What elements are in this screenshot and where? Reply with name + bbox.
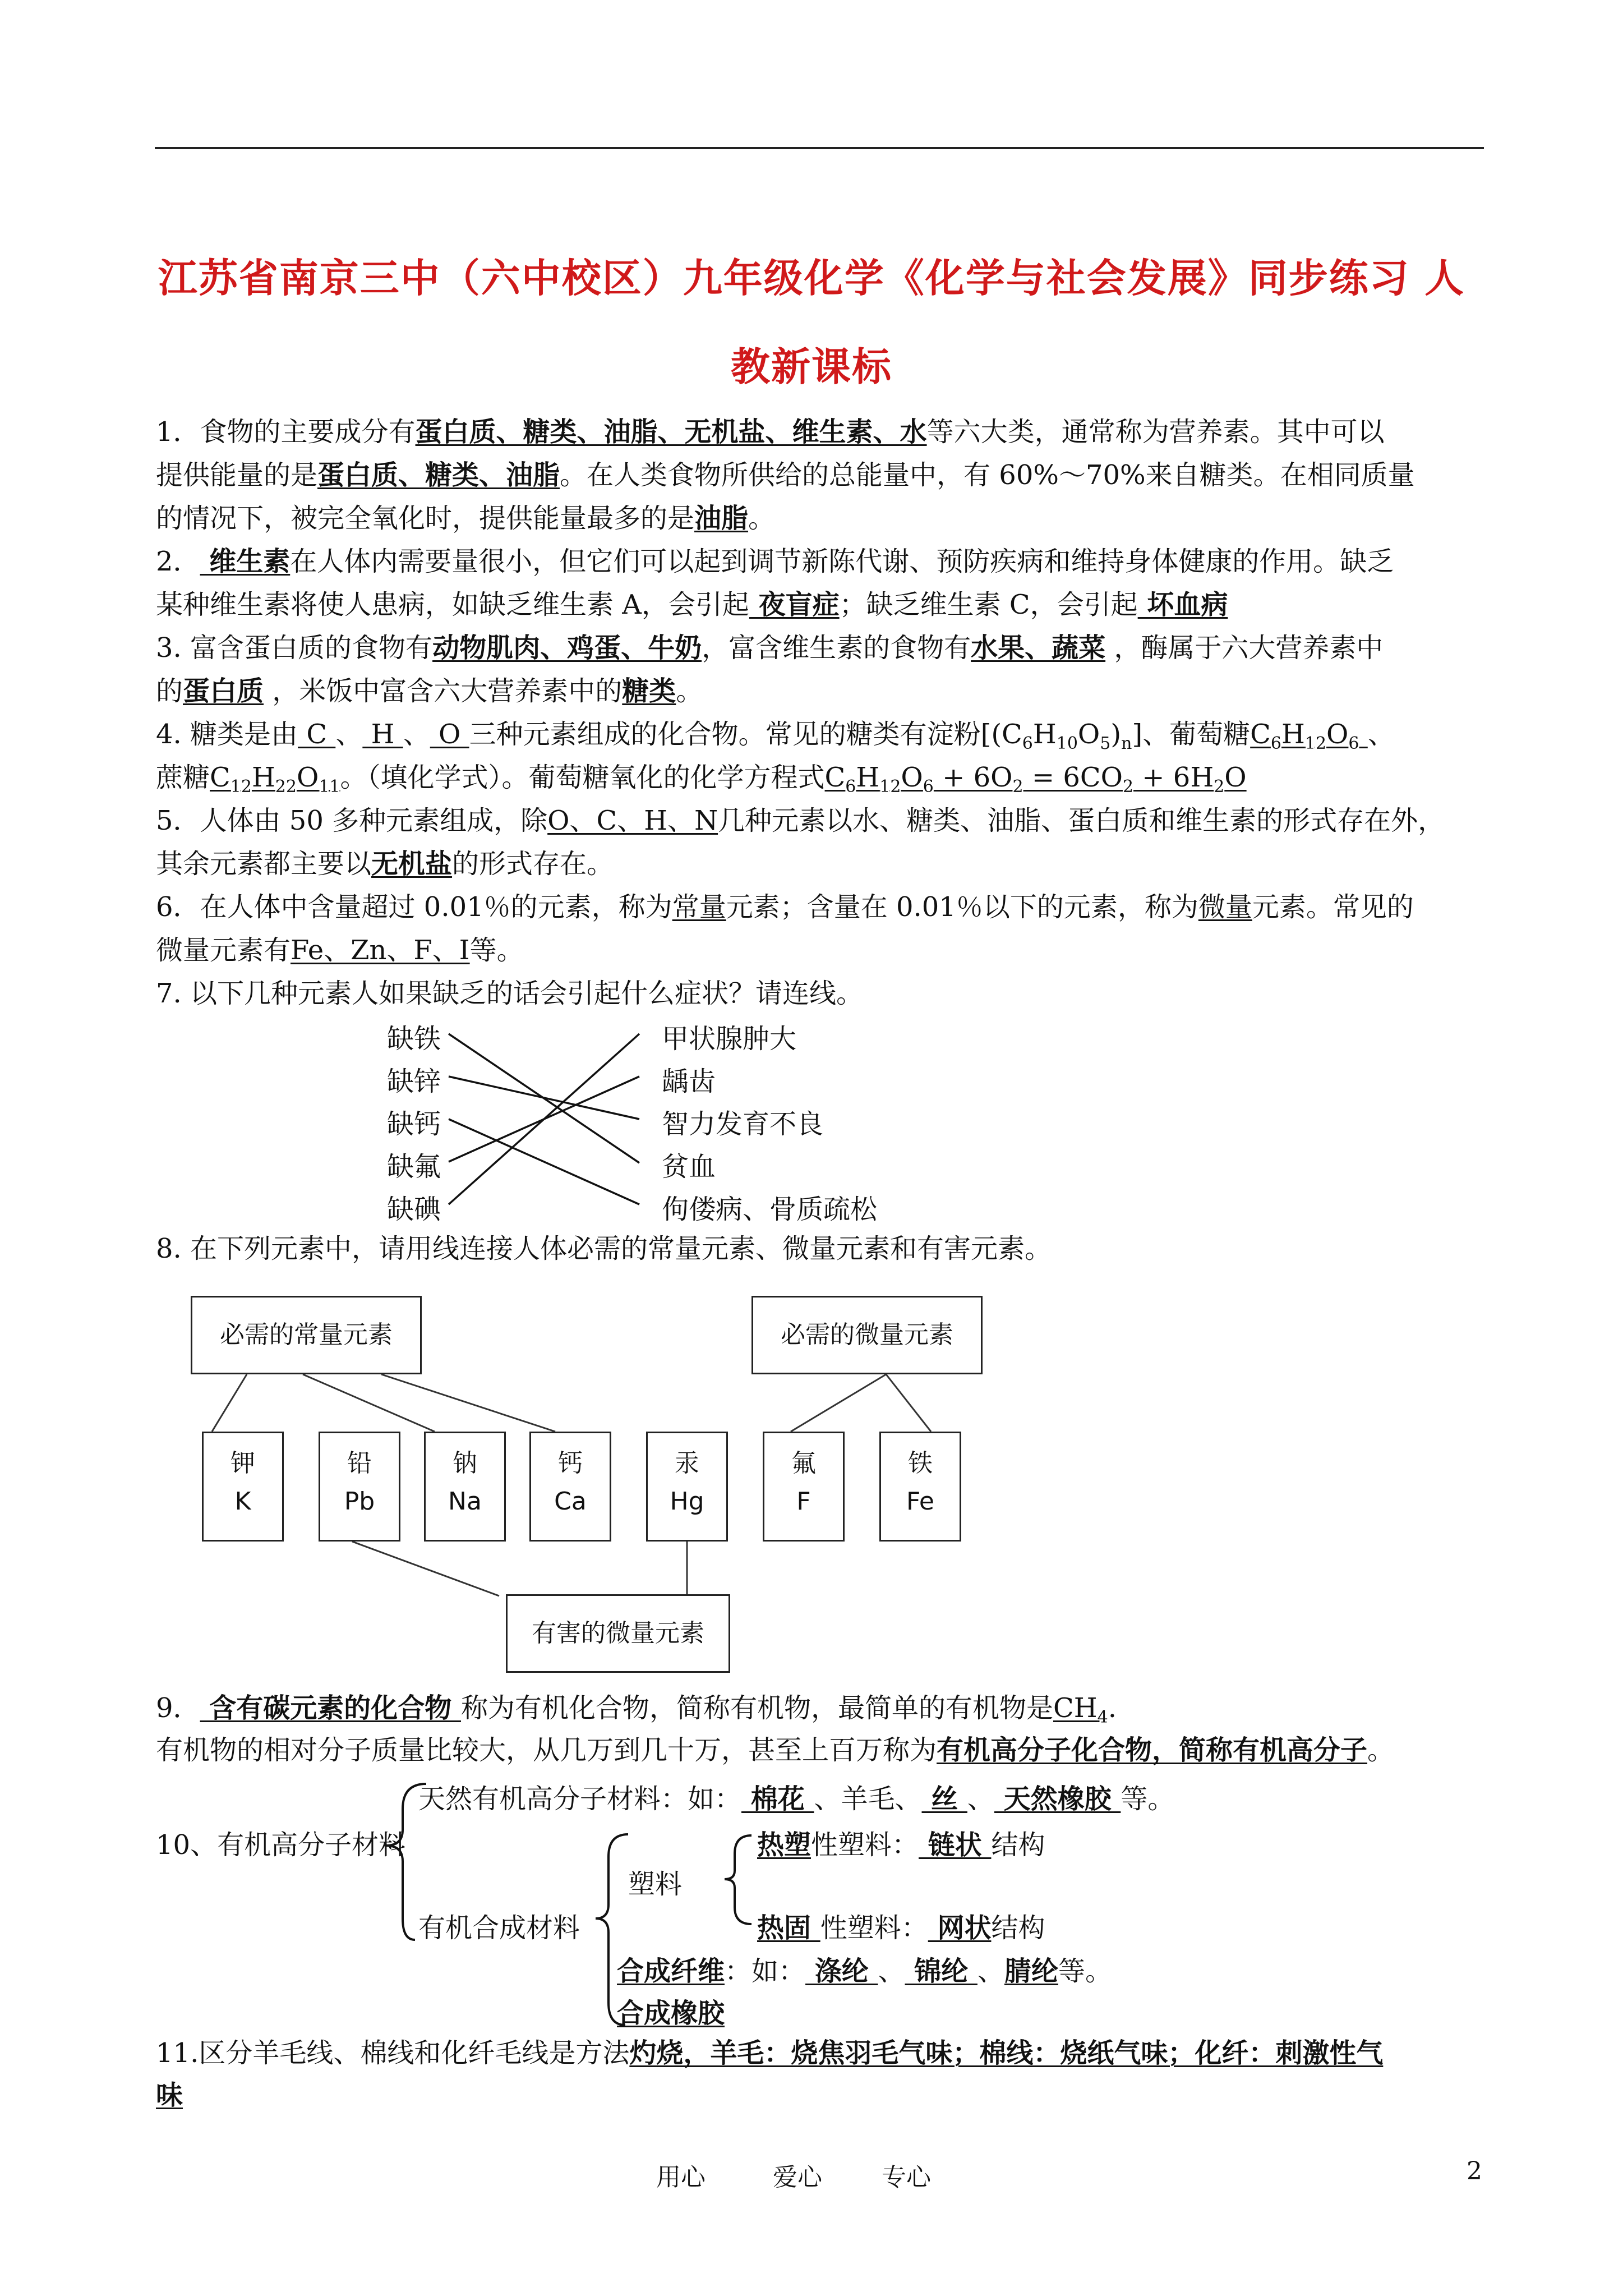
q4-answer-h: H — [362, 719, 403, 750]
q11-answer2: 味 — [156, 2079, 183, 2111]
q3-line2: 的蛋白质 ，米饭中富含六大营养素中的糖类。 — [156, 675, 703, 707]
q10-rubber: 合成橡胶 — [617, 1998, 725, 2029]
q3-answer2: 水果、蔬菜 — [971, 632, 1106, 664]
page-number: 2 — [1467, 2157, 1482, 2185]
q9-answer2: 有机高分子化合物，简称有机高分子 — [937, 1734, 1368, 1766]
q2-line1: 2． 维生素在人体内需要量很小，但它们可以起到调节新陈代谢、预防疾病和维持身体健康的作用。缺乏 — [156, 546, 1394, 577]
q10-thermoset: 热固 性塑料： 网状结构 — [757, 1912, 1045, 1944]
q5-answer2: 无机盐 — [371, 848, 453, 880]
q1-line3: 的情况下，被完全氧化时，提供能量最多的是油脂。 — [156, 503, 776, 534]
q7-right-item: 智力发育不良 — [662, 1108, 824, 1140]
q5-line2: 其余元素都主要以无机盐的形式存在。 — [156, 848, 614, 880]
page-title-line2: 教新课标 — [731, 344, 892, 390]
q11-answer1: 灼烧，羊毛：烧焦羽毛气味；棉线：烧纸气味；化纤：刺激性气 — [629, 2037, 1384, 2069]
box-harmful-trace: 有害的微量元素 — [506, 1594, 730, 1673]
q2-answer1: 维生素 — [200, 546, 291, 577]
q10-natural-line: 天然有机高分子材料：如： 棉花 、羊毛、 丝 、 天然橡胶 等。 — [418, 1783, 1175, 1815]
q6-line2: 微量元素有Fe、Zn、F、I等。 — [156, 935, 524, 966]
q4-answer-o: O — [430, 719, 469, 750]
element-box-fluorine: 氟 F — [763, 1432, 845, 1542]
q9-line2: 有机物的相对分子质量比较大，从几万到几十万，甚至上百万称为有机高分子化合物，简称有机高分子。 — [156, 1734, 1395, 1766]
q9-line1: 9． 含有碳元素的化合物 称为有机化合物，简称有机物，最简单的有机物是$CH_4$. — [156, 1692, 1117, 1727]
q3-answer4: 糖类 — [622, 675, 676, 707]
element-box-potassium: 钾 K — [202, 1432, 284, 1542]
q1-answer1: 蛋白质、糖类、油脂、无机盐、维生素、水 — [415, 416, 927, 448]
q10-synthetic: 有机合成材料 — [418, 1912, 580, 1944]
q11-line2 — [156, 2078, 183, 2112]
q1-answer3: 油脂 — [694, 503, 749, 534]
q1-line1: 1．食物的主要成分有蛋白质、糖类、油脂、无机盐、维生素、水等六大类，通常称为营养素。其中可以 — [156, 416, 1385, 448]
q9-answer-ch4: $CH_4$ — [1053, 1692, 1108, 1727]
q10-thermoplastic: 热塑性塑料： 链状 结构 — [757, 1829, 1045, 1861]
q4-sucrose-formula: $C_{12}H_{22}O_{11}$ — [210, 762, 340, 797]
q7-left-item: 缺钙 — [387, 1108, 441, 1140]
q6-answer2: 微量 — [1198, 891, 1252, 923]
brace-main — [386, 1784, 426, 1940]
q8-question: 8. 在下列元素中，请用线连接人体必需的常量元素、微量元素和有害元素。 — [156, 1233, 1052, 1264]
q4-line1: 4. 糖类是由 C 、 H 、 O 三种元素组成的化合物。常见的糖类有淀粉$[(C_6H_{10}O_5)_n]$、葡萄糖$C_6H_{12}O_6$ 、 — [156, 719, 1395, 753]
q6-answer1: 常量 — [672, 891, 726, 923]
q4-line2: 蔗糖$C_{12}H_{22}O_{11}$。（填化学式）。葡萄糖氧化的化学方程式$C_6H_{12}O_6 + 6O_2 = 6CO_2 + 6H_2O$ — [156, 762, 1247, 797]
element-box-calcium: 钙 Ca — [529, 1432, 611, 1542]
element-box-lead: 铅 Pb — [319, 1432, 400, 1542]
q7-left-item: 缺铁 — [387, 1023, 441, 1055]
element-box-mercury: 汞 Hg — [646, 1432, 728, 1542]
q7-left-item: 缺锌 — [387, 1066, 441, 1097]
q7-left-item: 缺碘 — [387, 1194, 441, 1225]
brace-synthetic — [596, 1834, 628, 2025]
element-box-iron: 铁 Fe — [879, 1432, 961, 1542]
element-box-sodium: 钠 Na — [424, 1432, 506, 1542]
q3-answer1: 动物肌肉、鸡蛋、牛奶 — [432, 632, 702, 664]
q4-equation: $C_6H_{12}O_6 + 6O_2 = 6CO_2 + 6H_2O$ — [824, 762, 1247, 797]
q10-plastic: 塑料 — [628, 1869, 683, 1900]
footer-motto-3: 专心 — [882, 2163, 931, 2192]
q7-right-item: 佝偻病、骨质疏松 — [662, 1194, 878, 1225]
q3-answer3: 蛋白质 — [183, 675, 264, 707]
q2-answer2: 夜盲症 — [749, 589, 840, 620]
q9-answer1: 含有碳元素的化合物 — [200, 1692, 461, 1724]
q7-question: 7. 以下几种元素人如果缺乏的话会引起什么症状？请连线。 — [156, 978, 864, 1009]
footer-motto-1: 用心 — [656, 2163, 706, 2192]
q11-line1: 11.区分羊毛线、棉线和化纤毛线是方法灼烧，羊毛：烧焦羽毛气味；棉线：烧纸气味；化纤：刺激性气 — [156, 2037, 1384, 2069]
brace-plastic — [725, 1835, 751, 1924]
q5-line1: 5．人体由 50 多种元素组成，除O、C、H、N几种元素以水、糖类、油脂、蛋白质和维生素的形式存在外， — [156, 805, 1445, 836]
q3-line1: 3. 富含蛋白质的食物有动物肌肉、鸡蛋、牛奶，富含维生素的食物有水果、蔬菜 ，酶属于六大营养素中 — [156, 632, 1384, 664]
q4-answer-c: C — [298, 719, 336, 750]
q7-right-item: 龋齿 — [662, 1066, 716, 1097]
box-essential-macro: 必需的常量元素 — [191, 1296, 422, 1374]
q7-right-item: 贫血 — [662, 1151, 716, 1182]
q4-glucose-formula: $C_6H_{12}O_6$ — [1250, 719, 1359, 753]
q5-answer1: O、C、H、N — [547, 805, 718, 836]
q6-answer3: Fe、Zn、F、I — [291, 935, 470, 966]
q1-line2: 提供能量的是蛋白质、糖类、油脂。在人类食物所供给的总能量中，有 60%～70%来自糖类。在相同质量 — [156, 459, 1415, 491]
q7-left-item: 缺氟 — [387, 1151, 441, 1182]
q10-label: 10、有机高分子材料 — [156, 1829, 406, 1861]
footer-motto-2: 爱心 — [773, 2163, 822, 2192]
page-title-line1: 江苏省南京三中（六中校区）九年级化学《化学与社会发展》同步练习 人 — [158, 255, 1465, 301]
box-essential-trace: 必需的微量元素 — [751, 1296, 983, 1374]
q2-line2: 某种维生素将使人患病，如缺乏维生素 A，会引起 夜盲症；缺乏维生素 C，会引起 坏血病 — [156, 589, 1228, 620]
q1-answer2: 蛋白质、糖类、油脂 — [317, 459, 560, 491]
q7-right-item: 甲状腺肿大 — [662, 1023, 797, 1055]
q6-line1: 6．在人体中含量超过 0.01％的元素，称为常量元素；含量在 0.01％以下的元素，称为微量元素。常见的 — [156, 891, 1414, 923]
q10-fiber: 合成纤维：如： 涤纶 、 锦纶 、腈纶等。 — [617, 1955, 1112, 1987]
q2-answer3: 坏血病 — [1137, 589, 1228, 620]
